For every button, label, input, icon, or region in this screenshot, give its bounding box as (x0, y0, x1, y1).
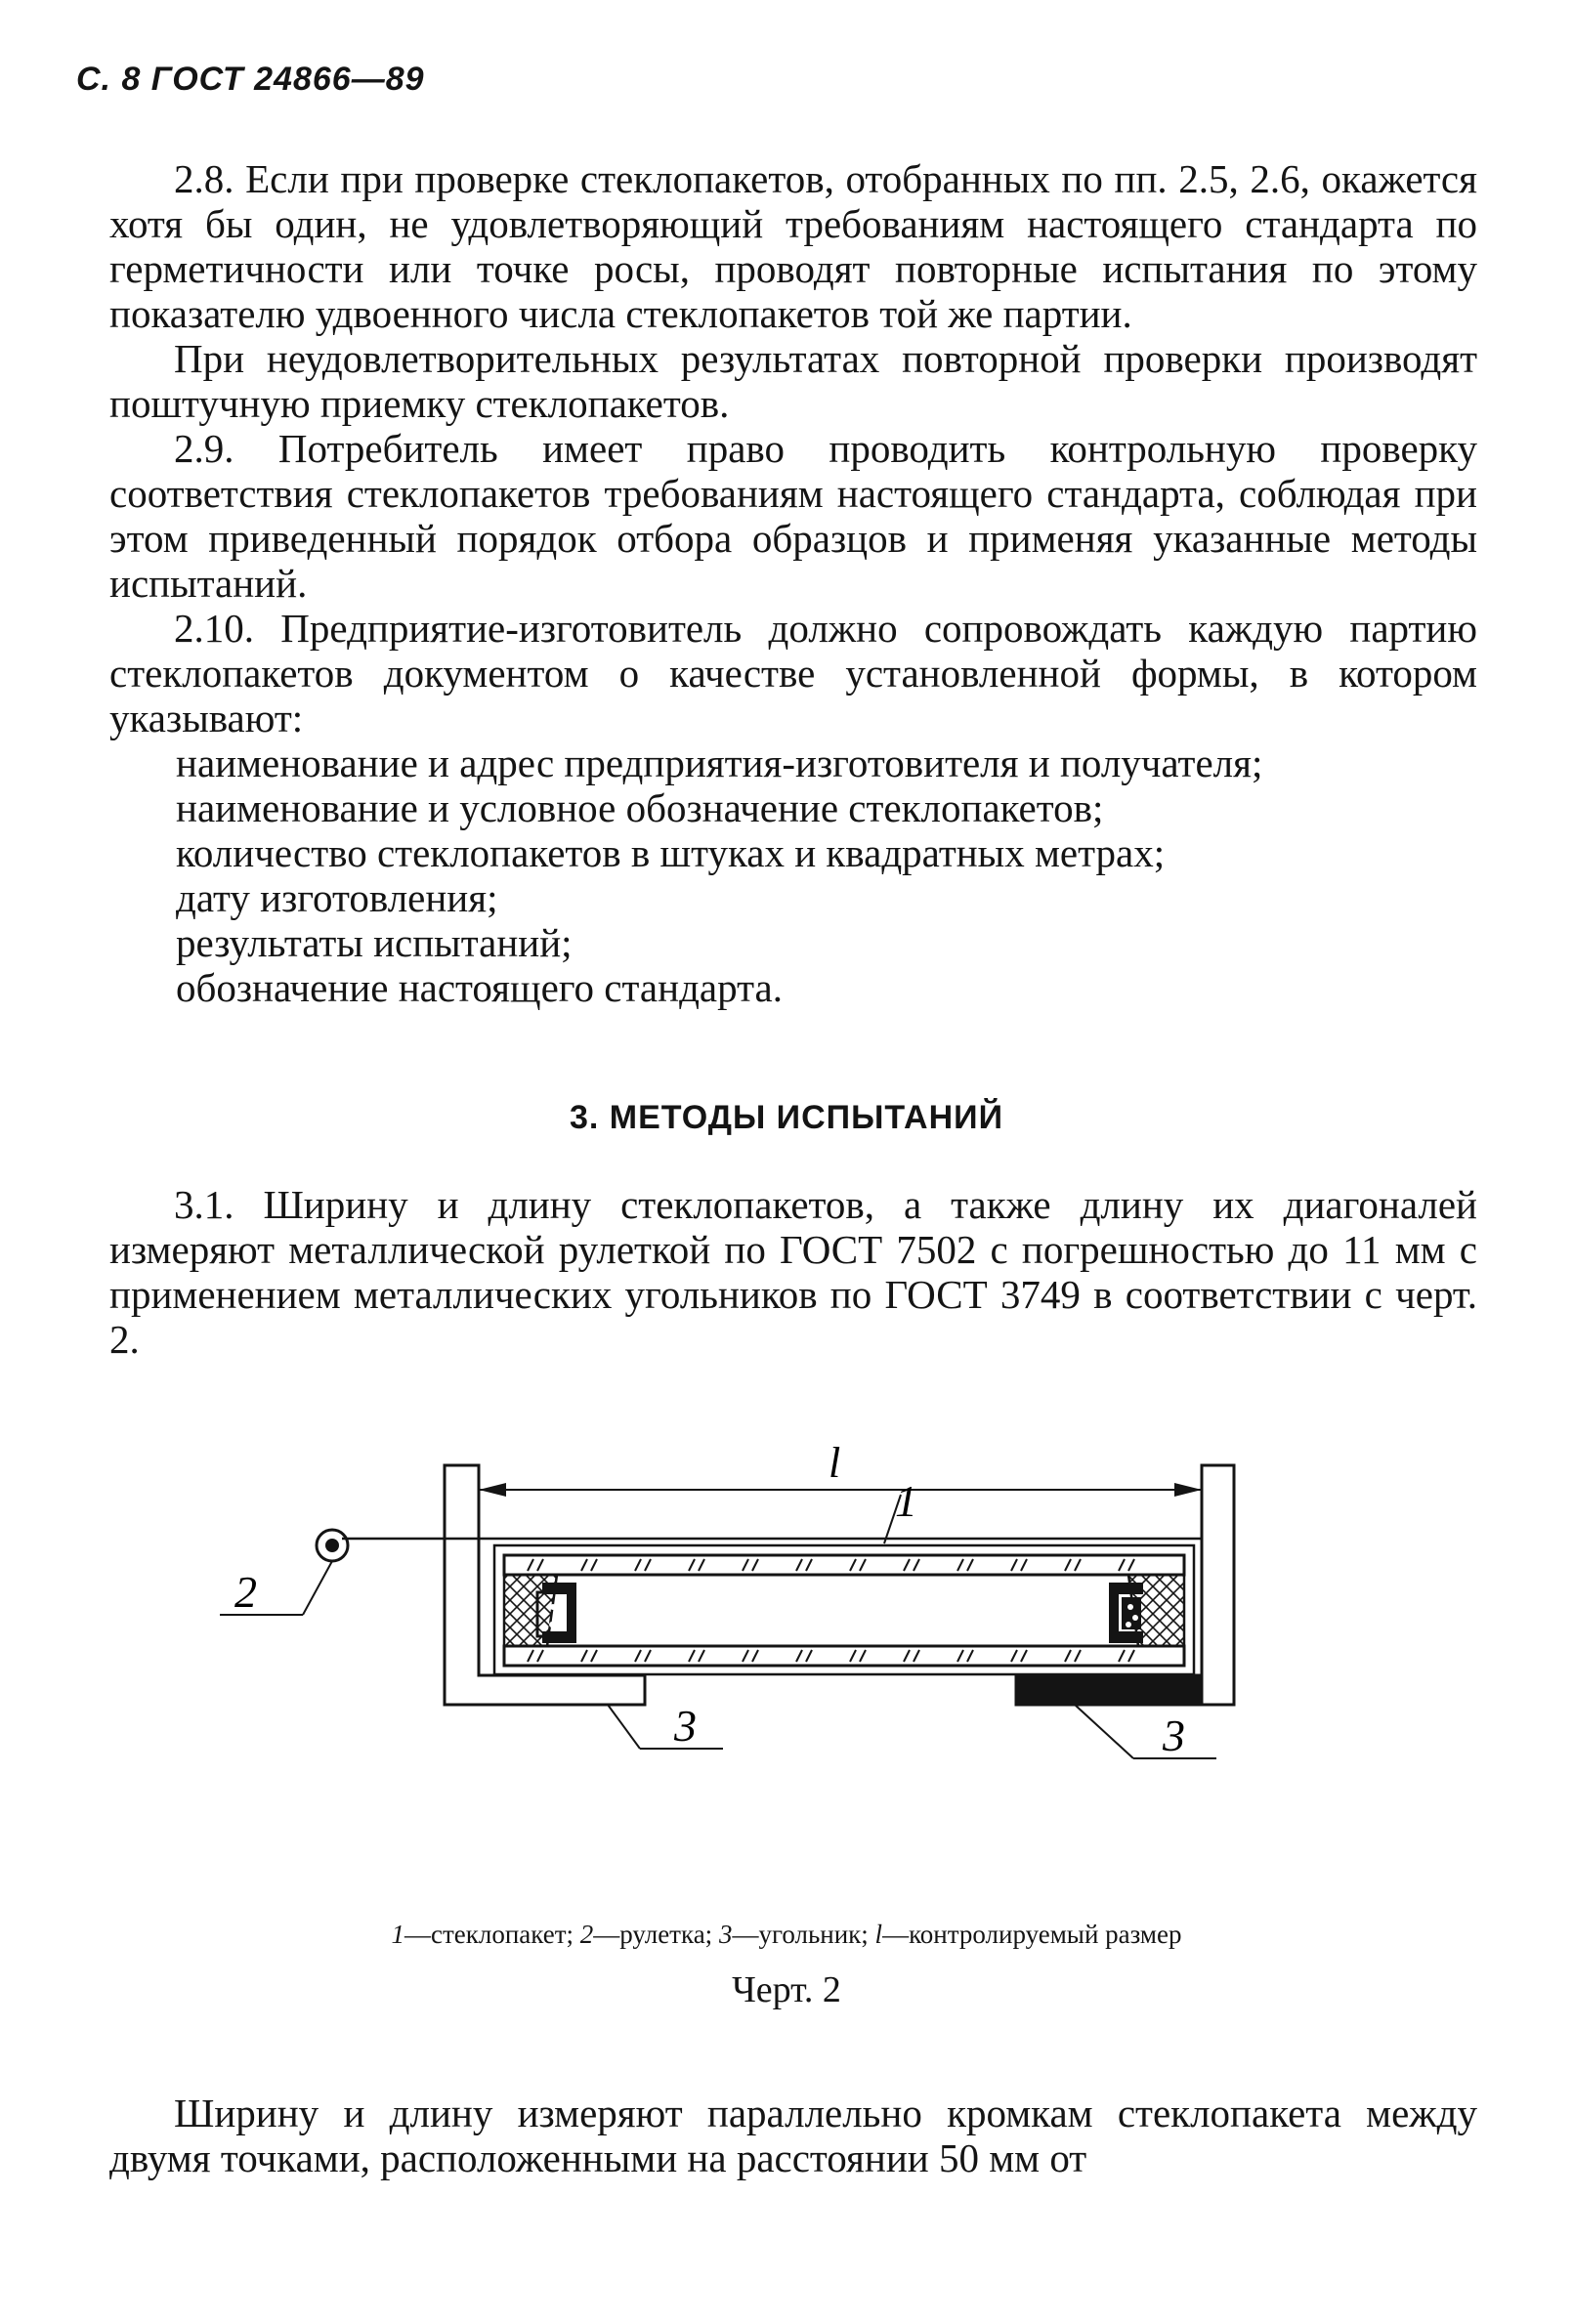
document-items-list (109, 740, 1477, 1010)
paragraph-bottom: Ширину и длину измеряют параллельно кромкам стеклопакета между двумя точками, расположенными на расстоянии 50 мм от (109, 2091, 1477, 2180)
top-glass (504, 1555, 1184, 1575)
caption-num-2: 2 (579, 1920, 594, 1949)
arrow-left (479, 1483, 506, 1497)
list-item: обозначение настоящего стандарта. (176, 965, 783, 1010)
leader-3-right (1075, 1705, 1133, 1758)
section-3-text (109, 1182, 1477, 1362)
paragraph-3-1: 3.1. Ширину и длину стеклопакетов, а также длину их диагоналей измеряют металлической рулеткой по ГОСТ 7502 с погрешностью до 11 мм с применением металлических угольников по ГОСТ 3749 в соответствии с черт. 2. (109, 1182, 1477, 1362)
leader-2 (303, 1561, 332, 1615)
glass-unit (494, 1545, 1194, 1674)
label-1: 1 (895, 1476, 917, 1526)
caption-text-l: —контролируемый размер (882, 1920, 1182, 1949)
paragraph-2-8-b: При неудовлетворительных результатах повторной проверки производят поштучную приемку стеклопакетов. (109, 336, 1477, 426)
section-3-title: 3. МЕТОДЫ ИСПЫТАНИЙ (570, 1099, 1003, 1136)
paragraph-2-9: 2.9. Потребитель имеет право проводить контрольную проверку соответствия стеклопакетов требованиям настоящего стандарта, соблюдая при этом приведенный порядок отбора образцов и применяя указанные методы испытаний. (109, 426, 1477, 606)
caption-num-1: 1 (391, 1920, 404, 1949)
bottom-glass (504, 1646, 1184, 1666)
measurement-diagram (195, 1436, 1299, 1866)
list-item: количество стеклопакетов в штуках и квадратных метрах; (176, 830, 1166, 875)
caption-num-l: l (874, 1920, 883, 1949)
page-header: С. 8 ГОСТ 24866—89 (76, 61, 425, 98)
leader-3-left (608, 1705, 640, 1749)
label-l: l (829, 1439, 841, 1487)
caption-text-2: —рулетка; (593, 1920, 713, 1949)
list-item: наименование и адрес предприятия-изготовителя и получателя; (176, 740, 1263, 785)
right-square-base (1016, 1675, 1202, 1705)
paragraph-2-10: 2.10. Предприятие-изготовитель должно сопровождать каждую партию стеклопакетов документом о качестве установленной формы, в котором указывают: (109, 606, 1477, 740)
label-3-right: 3 (1163, 1711, 1185, 1760)
paragraph-2-8: 2.8. Если при проверке стеклопакетов, отобранных по пп. 2.5, 2.6, окажется хотя бы один, не удовлетворяющий требованиям настоящего стандарта по герметичности или точке росы, проводят повторные испытания по этому показателю удвоенного числа стеклопакетов той же партии. (109, 156, 1477, 336)
list-item: наименование и условное обозначение стеклопакетов; (176, 785, 1104, 830)
section-2-text (109, 156, 1477, 1010)
caption-text-1: —стеклопакет; (404, 1920, 574, 1949)
bottom-text-block (109, 2091, 1477, 2180)
list-item: дату изготовления; (176, 875, 498, 920)
caption-text-3: —угольник; (732, 1920, 869, 1949)
arrow-right (1174, 1483, 1202, 1497)
label-2: 2 (234, 1567, 257, 1617)
list-item: результаты испытаний; (176, 920, 573, 965)
caption-num-3: 3 (718, 1920, 733, 1949)
figure-title: Черт. 2 (732, 1969, 841, 2010)
figure-caption (0, 1920, 1573, 1950)
right-spacer-core (1122, 1597, 1141, 1629)
label-3-left: 3 (674, 1701, 697, 1751)
tape-roll-inner (325, 1539, 339, 1552)
